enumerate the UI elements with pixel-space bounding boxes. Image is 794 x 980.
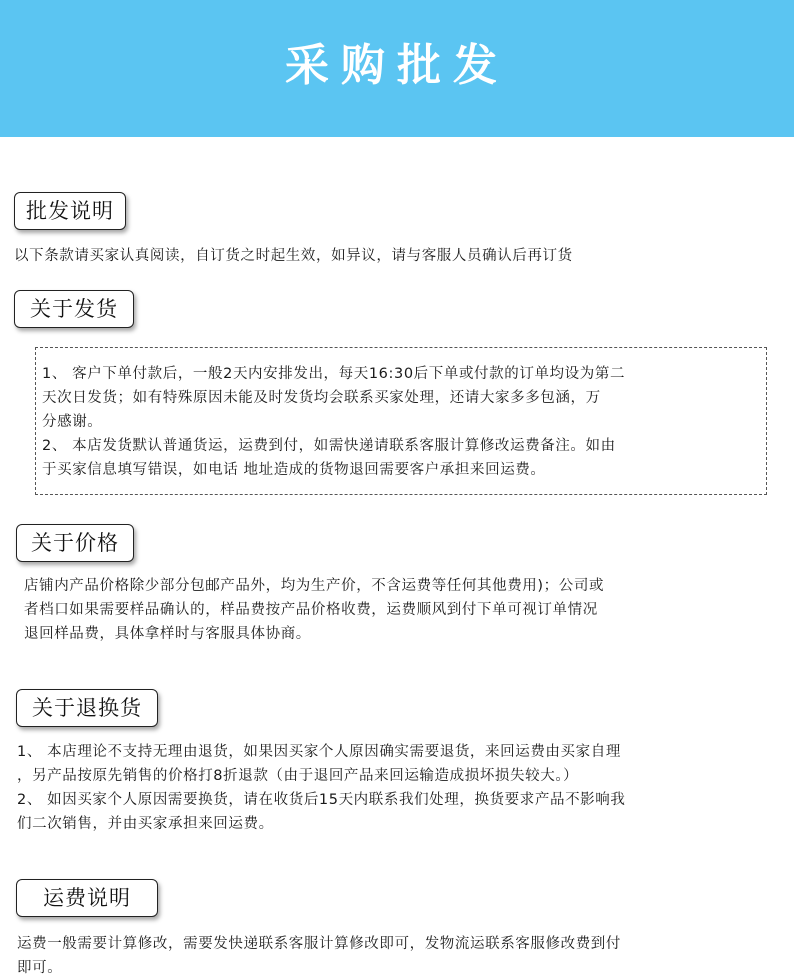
page-title: 采购批发 bbox=[285, 40, 509, 91]
price-line: 者档口如果需要样品确认的，样品费按产品价格收费，运费顺风到付下单可视订单情况 bbox=[24, 602, 598, 618]
shipping-text bbox=[42, 362, 625, 482]
section-heading-shipping: 关于发货 bbox=[14, 290, 134, 328]
returns-line: ，另产品按原先销售的价格打8折退款（由于退回产品来回运输造成损坏损失较大。） bbox=[17, 768, 579, 784]
price-line: 退回样品费，具体拿样时与客服具体协商。 bbox=[24, 626, 311, 642]
section-heading-returns: 关于退换货 bbox=[16, 689, 158, 727]
shipping-line: 于买家信息填写错误，如电话 地址造成的货物退回需要客户承担来回运费。 bbox=[42, 462, 546, 478]
shipping-line: 2、 本店发货默认普通货运，运费到付，如需快递请联系客服计算修改运费备注。如由 bbox=[42, 438, 616, 454]
returns-line: 1、 本店理论不支持无理由退货，如果因买家个人原因确实需要退货，来回运费由买家自理 bbox=[17, 744, 621, 760]
shipping-line: 1、 客户下单付款后，一般2天内安排发出，每天16:30后下单或付款的订单均设为第二 bbox=[42, 366, 626, 382]
section-heading-price: 关于价格 bbox=[16, 524, 134, 562]
returns-line: 2、 如因买家个人原因需要换货，请在收货后15天内联系我们处理，换货要求产品不影响我 bbox=[17, 792, 626, 808]
returns-line: 们二次销售，并由买家承担来回运费。 bbox=[17, 816, 274, 832]
shipping-line: 天次日发货；如有特殊原因未能及时发货均会联系买家处理，还请大家多多包涵，万 bbox=[42, 390, 601, 406]
wholesale-line: 以下条款请买家认真阅读，自订货之时起生效，如异议，请与客服人员确认后再订货 bbox=[14, 248, 573, 264]
price-text bbox=[24, 574, 604, 646]
freight-text bbox=[17, 932, 621, 980]
returns-text bbox=[17, 740, 625, 836]
shipping-line: 分感谢。 bbox=[42, 414, 103, 430]
section-heading-wholesale: 批发说明 bbox=[14, 192, 126, 230]
freight-line: 运费一般需要计算修改，需要发快递联系客服计算修改即可，发物流运联系客服修改费到付 bbox=[17, 936, 621, 952]
wholesale-text bbox=[14, 244, 573, 268]
header-banner bbox=[0, 0, 794, 137]
price-line: 店铺内产品价格除少部分包邮产品外，均为生产价，不含运费等任何其他费用)；公司或 bbox=[24, 578, 605, 594]
section-heading-freight: 运费说明 bbox=[16, 879, 158, 917]
freight-line: 即可。 bbox=[17, 960, 63, 976]
